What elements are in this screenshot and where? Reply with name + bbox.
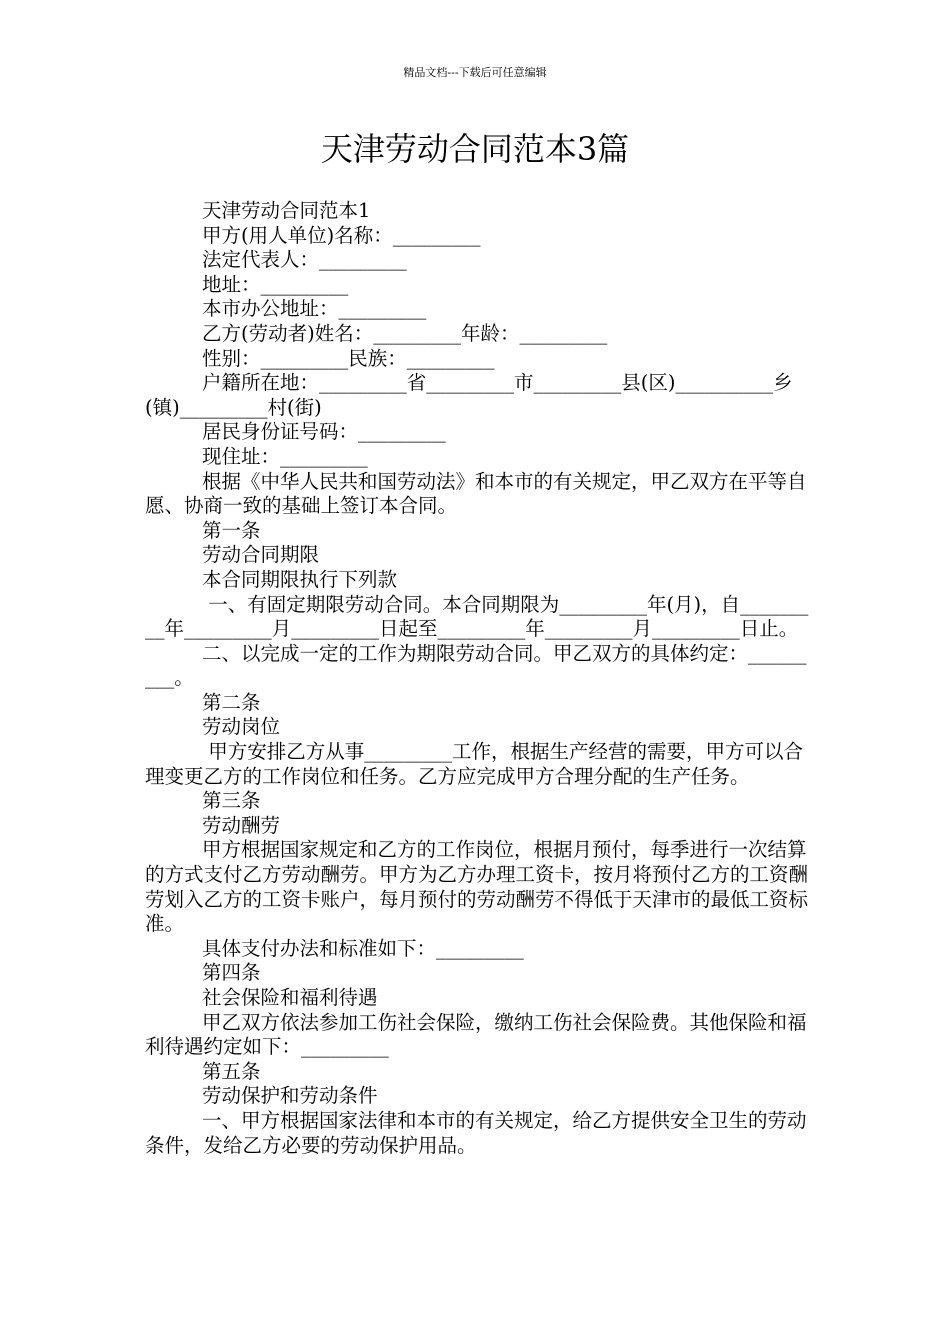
article-2-body: 甲方安排乙方从事_________工作，根据生产经营的需要，甲方可以合理变更乙方的工作岗位和任务。乙方应完成甲方合理分配的生产任务。 bbox=[145, 740, 803, 788]
article-3-title: 劳动酬劳 bbox=[202, 813, 281, 837]
party-a-name-line: 甲方(用人单位)名称：_________ bbox=[202, 223, 481, 247]
article-4-title: 社会保险和福利待遇 bbox=[202, 986, 378, 1009]
article-1-title: 劳动合同期限 bbox=[202, 543, 320, 567]
article-5-heading: 第五条 bbox=[202, 1059, 261, 1083]
current-address-line: 现住址：_________ bbox=[202, 444, 368, 468]
article-1-intro: 本合同期限执行下列款 bbox=[202, 567, 398, 591]
article-4-body: 甲乙双方依法参加工伤社会保险，缴纳工伤社会保险费。其他保险和福利待遇约定如下：_________ bbox=[145, 1010, 807, 1059]
article-4-heading: 第四条 bbox=[202, 961, 261, 985]
article-2-heading: 第二条 bbox=[202, 690, 261, 714]
legal-representative-line: 法定代表人：_________ bbox=[202, 248, 407, 272]
article-5-title: 劳动保护和劳动条件 bbox=[202, 1084, 378, 1108]
document-title: 天津劳动合同范本3篇 bbox=[320, 130, 630, 168]
article-3-payment-method: 具体支付办法和标准如下：_________ bbox=[202, 936, 524, 960]
household-registration-line: 户籍所在地：_________省_________市_________县(区)__________乡(镇)_________村(街) bbox=[145, 371, 793, 419]
article-1-clause-2: 二、以完成一定的工作为期限劳动合同。甲乙双方的具体约定：_________。 bbox=[145, 641, 807, 690]
preamble-paragraph: 根据《中华人民共和国劳动法》和本市的有关规定，甲乙双方在平等自愿、协商一致的基础上签订本合同。 bbox=[145, 469, 807, 518]
party-b-name-age-line: 乙方(劳动者)姓名：_________年龄：_________ bbox=[202, 321, 608, 345]
header-note: 精品文档---下载后可任意编辑 bbox=[403, 66, 547, 79]
office-address-line: 本市办公地址：_________ bbox=[202, 297, 427, 321]
article-1-heading: 第一条 bbox=[202, 518, 261, 542]
article-3-heading: 第三条 bbox=[202, 789, 261, 813]
article-2-title: 劳动岗位 bbox=[202, 715, 281, 739]
gender-ethnicity-line: 性别：_________民族：_________ bbox=[202, 346, 495, 370]
address-line: 地址：_________ bbox=[202, 272, 349, 296]
contract-subtitle: 天津劳动合同范本1 bbox=[202, 199, 371, 222]
id-number-line: 居民身份证号码：_________ bbox=[202, 420, 446, 444]
article-3-body: 甲方根据国家规定和乙方的工作岗位，根据月预付，每季进行一次结算的方式支付乙方劳动酬劳。甲方为乙方办理工资卡，按月将预付乙方的工资酬劳划入乙方的工资卡账户，每月预付的劳动酬劳不得低于天津市的最低工资标准。 bbox=[145, 838, 809, 936]
article-5-clause-1: 一、甲方根据国家法律和本市的有关规定，给乙方提供安全卫生的劳动条件，发给乙方必要的劳动保护用品。 bbox=[145, 1108, 807, 1157]
article-1-clause-1: 一、有固定期限劳动合同。本合同期限为_________年(月)，自_________年_________月_________日起至_________年_________月_________日止。 bbox=[145, 592, 809, 641]
document-body bbox=[145, 199, 810, 1158]
